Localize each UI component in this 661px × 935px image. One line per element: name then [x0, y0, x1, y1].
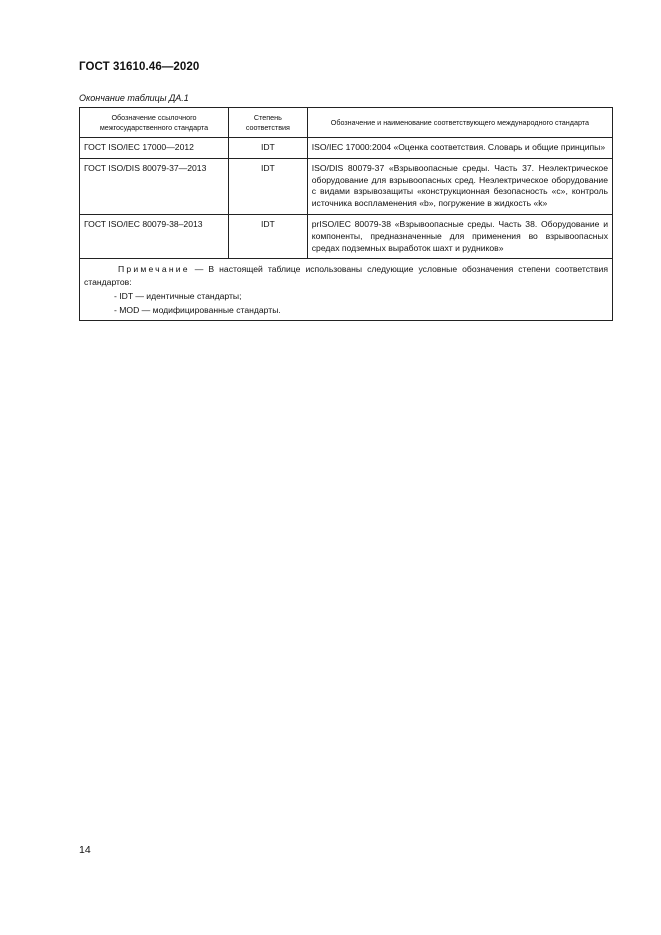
document-header: ГОСТ 31610.46—2020 — [79, 61, 200, 73]
cell-international-standard: ISO/DIS 80079-37 «Взрывоопасные среды. Часть 37. Неэлектрическое оборудование для взрывоопасных сред. Неэлектрическое оборудование с видами взрывозащиты «конструкционная безопасность «c», контроль источника воспламенения «b», погружение в жидкость «k» — [307, 158, 612, 214]
table-note-row — [80, 259, 613, 321]
table-note — [80, 259, 613, 321]
note-text: — В настоящей таблице использованы следующие условные обозначения степени соответствия стандартов: — [84, 264, 608, 287]
table-row — [80, 138, 613, 159]
cell-degree: IDT — [229, 138, 308, 159]
page-number: 14 — [79, 844, 91, 856]
cell-international-standard: ISO/IEC 17000:2004 «Оценка соответствия. Словарь и общие принципы» — [307, 138, 612, 159]
cell-degree: IDT — [229, 158, 308, 214]
cell-international-standard: prISO/IEC 80079-38 «Взрывоопасные среды. Часть 38. Оборудование и компоненты, предназначенные для применения во взрывоопасных средах подземных выработок шахт и рудников» — [307, 214, 612, 258]
cell-reference-standard: ГОСТ ISO/IEC 17000—2012 — [80, 138, 229, 159]
note-list-item: - IDT — идентичные стандарты; — [114, 290, 242, 301]
table-row — [80, 158, 613, 214]
note-paragraph — [84, 263, 608, 287]
cell-degree: IDT — [229, 214, 308, 258]
table-header-row — [80, 108, 613, 138]
cell-reference-standard: ГОСТ ISO/IEC 80079-38–2013 — [80, 214, 229, 258]
column-header-degree: Степень соответствия — [229, 108, 308, 138]
reference-standards-table — [79, 107, 613, 321]
table-row — [80, 214, 613, 258]
note-label: Примечание — [118, 264, 190, 275]
column-header-reference-standard: Обозначение ссылочного межгосударственного стандарта — [80, 108, 229, 138]
note-list-item: - MOD — модифицированные стандарты. — [114, 304, 281, 315]
cell-reference-standard: ГОСТ ISO/DIS 80079-37—2013 — [80, 158, 229, 214]
column-header-international-standard: Обозначение и наименование соответствующего международного стандарта — [307, 108, 612, 138]
table-caption: Окончание таблицы ДА.1 — [79, 93, 189, 103]
